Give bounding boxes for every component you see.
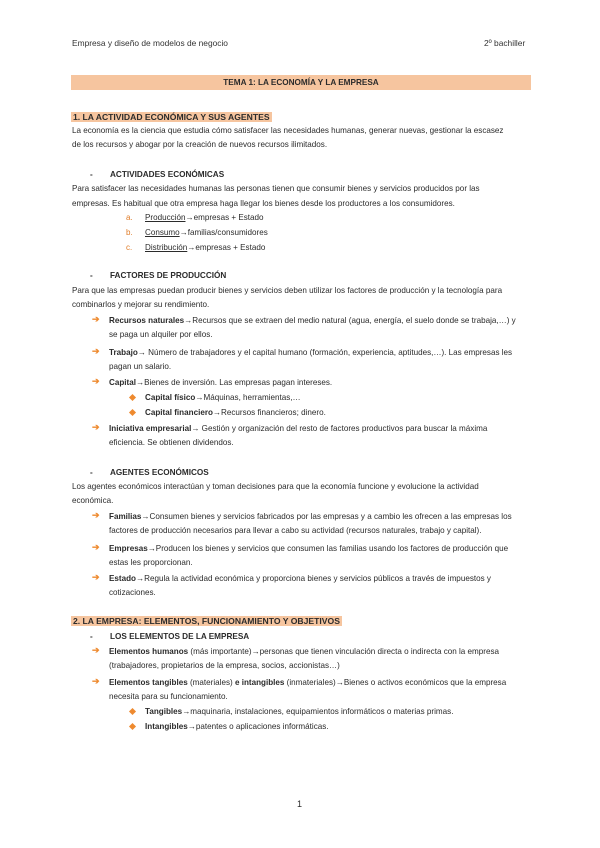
subsection-agentes: - AGENTES ECONÓMICOS: [90, 468, 209, 477]
act-p2: empresas. Es habitual que otra empresa haga llegar los bienes desde los productores a los consumidores.: [72, 199, 455, 208]
list-item: Distribución→empresas + Estado: [145, 243, 266, 252]
diamond-icon: [129, 723, 136, 730]
list-item: Recursos naturales→Recursos que se extraen del medio natural (agua, energía, el suelo donde se trabaja,…) y: [109, 316, 516, 325]
list-item: Producción→empresas + Estado: [145, 213, 264, 222]
fac-p1: Para que las empresas puedan producir bienes y servicios deben utilizar los factores de producción y la tecnología para: [72, 286, 503, 295]
section-1-heading: 1. LA ACTIVIDAD ECONÓMICA Y SUS AGENTES: [73, 112, 270, 122]
subsection-factores: - FACTORES DE PRODUCCIÓN: [90, 271, 227, 280]
list-item: Consumo→familias/consumidores: [145, 228, 268, 237]
section-2-heading: 2. LA EMPRESA: ELEMENTOS, FUNCIONAMIENTO Y OBJETIVOS: [73, 616, 340, 626]
subsection-actividades: - ACTIVIDADES ECONÓMICAS: [90, 170, 225, 179]
list-item-cont: se paga un alquiler por ellos.: [109, 330, 213, 339]
arrow-right-icon: ➔: [92, 676, 100, 686]
list-item-cont: pagan un salario.: [109, 362, 172, 371]
list-letter: a.: [126, 213, 133, 222]
list-item-cont: factores de producción necesarios para llevar a cabo su actividad (recursos naturales, trabajo y capital).: [109, 526, 482, 535]
list-item-cont: eficiencia. Se obtienen dividendos.: [109, 438, 234, 447]
list-item: Trabajo→ Número de trabajadores y el capital humano (formación, experiencia, aptitudes,…). Las empresas les: [109, 348, 513, 357]
list-item: Estado→Regula la actividad económica y proporciona bienes y servicios públicos a través de impuestos y: [109, 574, 491, 583]
header-left: Empresa y diseño de modelos de negocio: [72, 38, 228, 48]
subsection-elementos: - LOS ELEMENTOS DE LA EMPRESA: [90, 632, 250, 641]
header-right: 2º bachiller: [484, 38, 526, 48]
list-item-cont: estas les proporcionan.: [109, 558, 193, 567]
s1-intro-line2: de los recursos y abogar por la creación de nuevos recursos ilimitados.: [72, 140, 328, 149]
list-item: Empresas→Producen los bienes y servicios que consumen las familias usando los factores de producción que: [109, 544, 509, 553]
arrow-right-icon: ➔: [92, 572, 100, 582]
arrow-right-icon: ➔: [92, 645, 100, 655]
diamond-icon: [129, 708, 136, 715]
list-item: Iniciativa empresarial→ Gestión y organización del resto de factores productivos para buscar la máxima: [109, 424, 488, 433]
arrow-right-icon: ➔: [92, 542, 100, 552]
arrow-right-icon: ➔: [92, 376, 100, 386]
list-item: Familias→Consumen bienes y servicios fabricados por las empresas y a cambio les ofrecen a las empresas los: [109, 512, 512, 521]
arrow-right-icon: ➔: [92, 510, 100, 520]
act-p1: Para satisfacer las necesidades humanas las personas tienen que consumir bienes y servicios producidos por las: [72, 184, 480, 193]
sub-list-item: Capital físico→Máquinas, herramientas,…: [145, 393, 301, 402]
s1-intro-line1: La economía es la ciencia que estudia cómo satisfacer las necesidades humanas, generar nuevas, gestionar la escasez: [72, 126, 504, 135]
page-title: TEMA 1: LA ECONOMÍA Y LA EMPRESA: [71, 75, 531, 90]
diamond-icon: [129, 394, 136, 401]
list-item-cont: necesita para su funcionamiento.: [109, 692, 228, 701]
list-letter: b.: [126, 228, 133, 237]
fac-p2: combinarlos y mejorar su rendimiento.: [72, 300, 210, 309]
arrow-right-icon: ➔: [92, 422, 100, 432]
ag-p2: económica.: [72, 496, 114, 505]
list-item-cont: cotizaciones.: [109, 588, 156, 597]
sub-list-item: Tangibles→maquinaria, instalaciones, equipamientos informáticos o materias primas.: [145, 707, 454, 716]
list-item: Elementos humanos (más importante)→personas que tienen vinculación directa o indirecta con la empresa: [109, 647, 500, 656]
ag-p1: Los agentes económicos interactúan y toman decisiones para que la economía funcione y evolucione la actividad: [72, 482, 479, 491]
list-item: Capital→Bienes de inversión. Las empresas pagan intereses.: [109, 378, 333, 387]
list-item-cont: (trabajadores, propietarios de la empresa, socios, accionistas…): [109, 661, 340, 670]
arrow-right-icon: ➔: [92, 314, 100, 324]
sub-list-item: Capital financiero→Recursos financieros; dinero.: [145, 408, 326, 417]
arrow-right-icon: ➔: [92, 346, 100, 356]
diamond-icon: [129, 409, 136, 416]
list-item: Elementos tangibles (materiales) e intangibles (inmateriales)→Bienes o activos económicos que la empresa: [109, 678, 507, 687]
sub-list-item: Intangibles→patentes o aplicaciones informáticas.: [145, 722, 329, 731]
page-number: 1: [297, 799, 303, 809]
list-letter: c.: [126, 243, 133, 252]
